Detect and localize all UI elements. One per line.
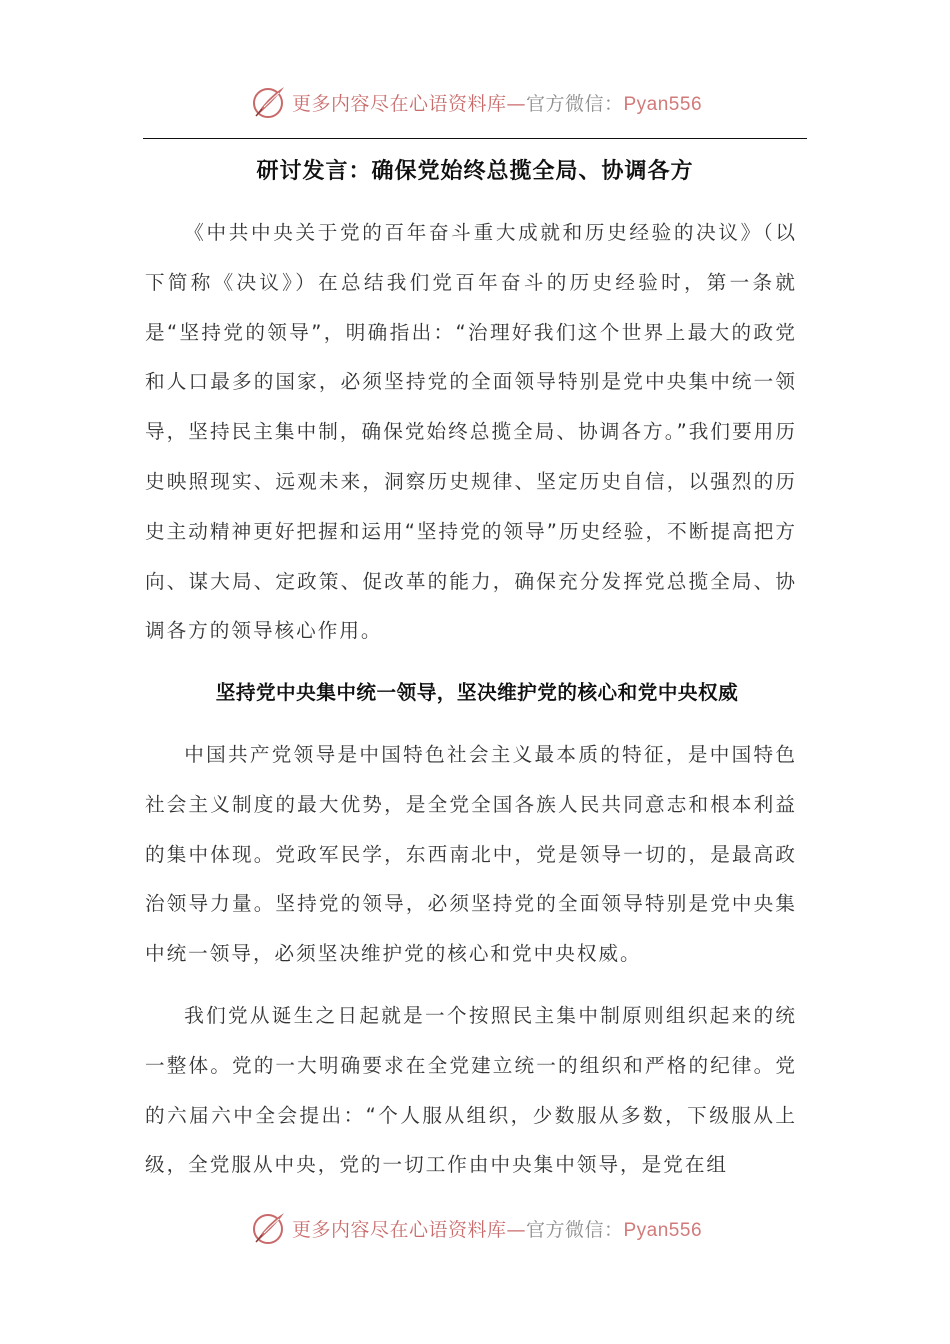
footer-watermark-banner — [0, 1208, 950, 1248]
banner-wechat-label: 官方微信： — [525, 92, 624, 115]
document-title: 研讨发言：确保党始终总揽全局、协调各方 — [256, 159, 694, 184]
quill-pen-icon — [248, 1208, 288, 1248]
body-paragraph-2: 中国共产党领导是中国特色社会主义最本质的特征，是中国特色社会主义制度的最大优势，是全党全国各族人民共同意志和根本利益的集中体现。党政军民学，东西南北中，党是领导一切的，是最高政治领导力量。坚持党的领导，必须坚持党的全面领导特别是党中央集中统一领导，必须坚决维护党的核心和党中央权威。 — [145, 743, 797, 966]
banner-text — [292, 1215, 702, 1242]
quill-pen-icon — [248, 82, 288, 122]
banner-main-text: 更多内容尽在心语资料库— — [291, 1218, 526, 1241]
header-watermark-banner — [0, 82, 950, 122]
body-paragraph-3: 我们党从诞生之日起就是一个按照民主集中制原则组织起来的统一整体。党的一大明确要求在全党建立统一的组织和严格的纪律。党的六届六中全会提出：“个人服从组织，少数服从多数，下级服从上级，全党服从中央，党的一切工作由中央集中领导，是党在组 — [145, 1004, 797, 1177]
header-divider — [143, 138, 807, 139]
body-paragraph-1: 《中共中央关于党的百年奋斗重大成就和历史经验的决议》（以下简称《决议》）在总结我们党百年奋斗的历史经验时，第一条就是“坚持党的领导”，明确指出：“治理好我们这个世界上最大的政党和人口最多的国家，必须坚持党的全面领导特别是党中央集中统一领导，坚持民主集中制，确保党始终总揽全局、协调各方。”我们要用历史映照现实、远观未来，洞察历史规律、坚定历史自信，以强烈的历史主动精神更好把握和运用“坚持党的领导”历史经验，不断提高把方向、谋大局、定政策、促改革的能力，确保充分发挥党总揽全局、协调各方的领导核心作用。 — [145, 221, 797, 643]
banner-main-text: 更多内容尽在心语资料库— — [291, 92, 526, 115]
banner-wechat-label: 官方微信： — [525, 1218, 624, 1241]
section-heading: 坚持党中央集中统一领导，坚决维护党的核心和党中央权威 — [215, 681, 739, 704]
banner-wechat-id: Pyan556 — [623, 1219, 703, 1241]
banner-text — [292, 89, 702, 116]
banner-wechat-id: Pyan556 — [623, 93, 703, 115]
